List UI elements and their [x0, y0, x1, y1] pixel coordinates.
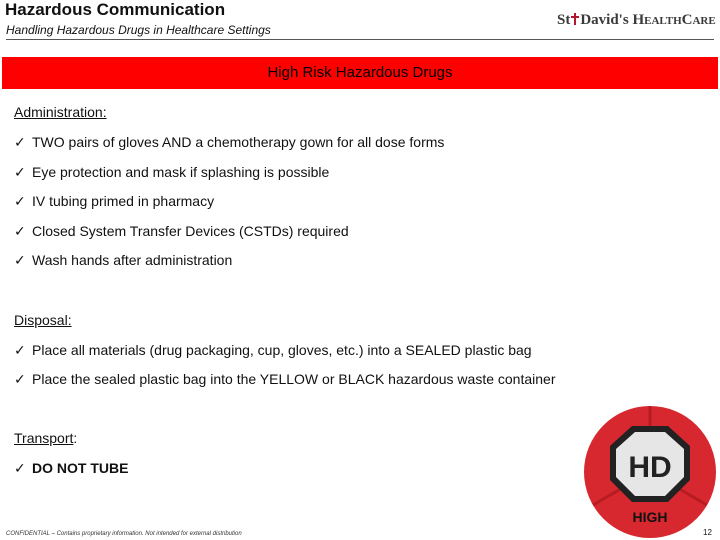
- checkmark-icon: ✓: [14, 193, 26, 209]
- checkmark-icon: ✓: [14, 164, 26, 180]
- checkmark-icon: ✓: [14, 342, 26, 358]
- disposal-heading: Disposal:: [14, 312, 72, 328]
- list-item: ✓ Place all materials (drug packaging, cup, gloves, etc.) into a SEALED plastic bag: [14, 342, 532, 358]
- checkmark-icon: ✓: [14, 134, 26, 150]
- list-item: ✓ Place the sealed plastic bag into the YELLOW or BLACK hazardous waste container: [14, 371, 556, 387]
- slide-title: Hazardous Communication: [5, 0, 226, 19]
- st-davids-healthcare-logo: [557, 12, 716, 29]
- checkmark-icon: ✓: [14, 223, 26, 239]
- list-item: ✓ IV tubing primed in pharmacy: [14, 193, 215, 209]
- list-item: ✓ Eye protection and mask if splashing is possible: [14, 164, 330, 180]
- section-banner: High Risk Hazardous Drugs: [2, 57, 718, 89]
- slide-subtitle: Handling Hazardous Drugs in Healthcare Settings: [6, 23, 271, 37]
- administration-heading: Administration:: [14, 104, 107, 120]
- page-number: 12: [703, 528, 712, 537]
- list-item: ✓ Closed System Transfer Devices (CSTDs) required: [14, 223, 349, 239]
- logo-brand: HealthCare: [632, 12, 716, 28]
- hazardous-drug-high-badge: [582, 404, 718, 540]
- confidential-footer: CONFIDENTIAL – Contains proprietary information. Not intended for external distribution: [6, 531, 242, 537]
- checkmark-icon: ✓: [14, 371, 26, 387]
- list-item: ✓ Wash hands after administration: [14, 252, 233, 268]
- cross-icon: [571, 13, 579, 25]
- transport-heading: Transport:: [14, 430, 78, 446]
- checkmark-icon: ✓: [14, 252, 26, 268]
- badge-sublabel: HIGH: [632, 509, 668, 525]
- header-divider: [6, 39, 714, 40]
- list-item: ✓ DO NOT TUBE: [14, 460, 129, 476]
- logo-name: David's: [580, 12, 629, 28]
- badge-label: HD: [628, 451, 672, 484]
- checkmark-icon: ✓: [14, 460, 26, 476]
- logo-saint: St: [557, 12, 571, 28]
- list-item: ✓ TWO pairs of gloves AND a chemotherapy gown for all dose forms: [14, 134, 445, 150]
